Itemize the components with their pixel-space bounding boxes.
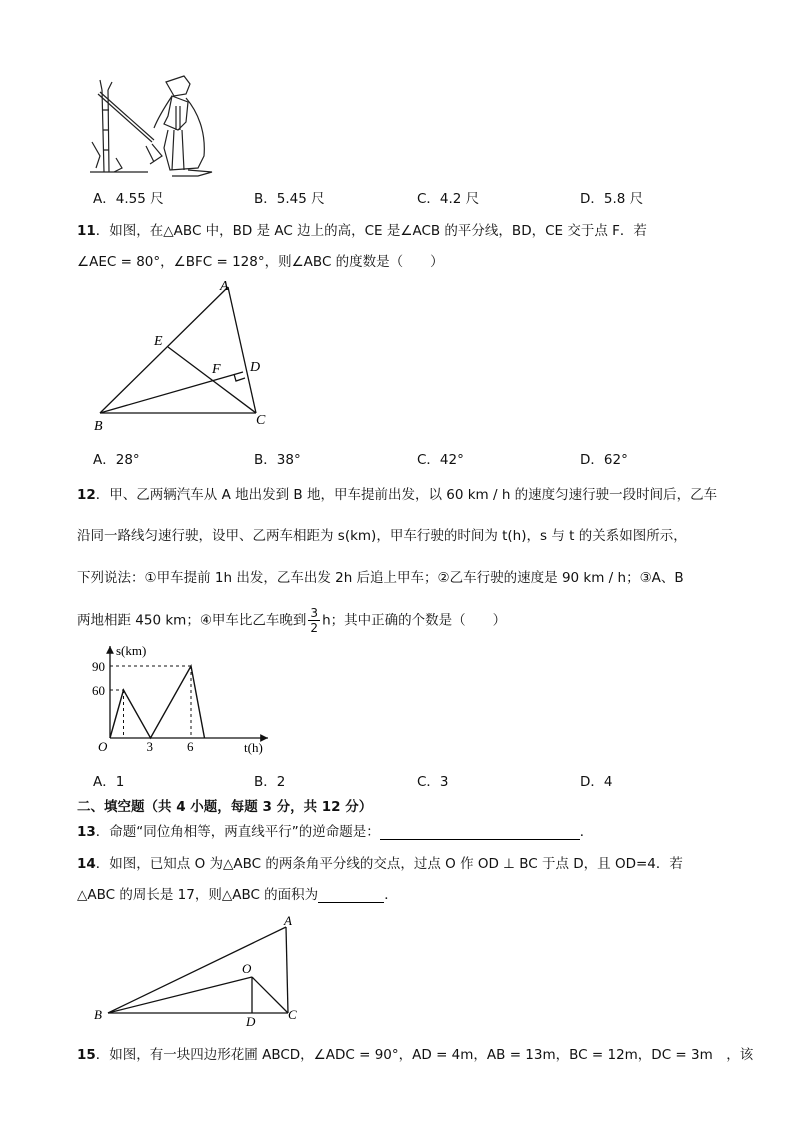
label-e: E [154,334,163,349]
q12-line1 [77,483,717,503]
q13-end: ． [579,824,594,840]
label-b: B [94,1007,102,1022]
label-o: O [242,961,252,976]
q13-number: 13 [77,824,96,840]
q11-line2: ∠AEC = 80°，∠BFC = 128°，则∠ABC 的度数是（ ） [77,254,444,270]
q15-line [77,1043,753,1063]
fraction-denominator: 2 [310,621,319,635]
q12-line3: 下列说法：①甲车提前 1h 出发，乙车出发 2h 后追上甲车；②乙车行驶的速度是 90 km / h；③A、B [77,570,684,586]
q14-line1 [77,852,683,872]
label-c: C [288,1007,297,1022]
segment-oc [252,977,288,1013]
q11-option-d: D．62° [580,452,628,468]
q12-number: 12 [77,487,96,503]
q12-line2: 沿同一路线匀速行驶，设甲、乙两车相距为 s(km)，甲车行驶的时间为 t(h)，s 与 t 的关系如图所示， [77,528,687,544]
x-axis-label: t(h) [244,740,263,755]
q12-option-a: A．1 [93,774,125,790]
label-c: C [256,413,266,428]
q13-answer-blank[interactable] [380,825,580,840]
section2-heading: 二、填空题（共 4 小题，每题 3 分，共 12 分） [77,799,373,815]
q11-option-c: C．42° [417,452,464,468]
side-ac [286,927,288,1013]
q12-line1-text: ．甲、乙两辆汽车从 A 地出发到 B 地，甲车提前出发，以 60 km / h 的速度匀速行驶一段时间后，乙车 [95,487,718,503]
x-tick-label: 6 [187,739,194,754]
q12-line4b: h；其中正确的个数是（ ） [322,612,507,629]
q10-option-b: B．5.45 尺 [254,191,325,207]
q12-option-c: C．3 [417,774,449,790]
segment-bo [108,977,252,1013]
q10-option-d: D．5.8 尺 [580,191,644,207]
q14-triangle-figure [88,910,308,1028]
q12-line4 [77,606,506,635]
q12-option-b: B．2 [254,774,286,790]
series-line [110,666,205,738]
label-a: A [284,913,292,928]
q14-answer-blank[interactable] [318,888,384,903]
q11-triangle-figure [88,275,288,435]
fraction-numerator: 3 [310,606,319,620]
q12-line4a: 两地相距 450 km；④甲车比乙车晚到 [77,612,307,629]
segment-ce [168,347,256,413]
label-b: B [94,419,103,434]
x-tick-label: O [98,739,108,754]
label-d: D [250,360,261,375]
q15-text: ．如图，有一块四边形花圃 ABCD，∠ADC = 90°，AD = 4m，AB = 13m，BC = 12m，DC = 3m ，该 [95,1047,754,1063]
q10-option-a: A．4.55 尺 [93,191,164,207]
y-tick-label: 60 [92,683,105,698]
q13-line [77,820,593,840]
label-f: F [212,362,221,377]
q14-line1-text: ．如图，已知点 O 为△ABC 的两条角平分线的交点，过点 O 作 OD ⊥ BC 于点 D，且 OD=4．若 [95,856,683,872]
label-d: D [246,1014,256,1028]
q12-fraction [308,606,320,635]
bamboo-illustration [88,72,218,178]
q15-number: 15 [77,1047,96,1063]
q11-line1 [77,219,647,239]
right-angle-mark [234,374,245,381]
q13-text: ．命题“同位角相等，两直线平行”的逆命题是： [95,824,380,840]
q14-line2 [77,883,398,903]
label-a: A [220,279,229,294]
side-ac [228,287,256,413]
x-tick-label: 3 [146,739,153,754]
q12-distance-time-chart [88,640,278,760]
q12-option-d: D．4 [580,774,613,790]
q11-option-b: B．38° [254,452,301,468]
y-tick-label: 90 [92,659,105,674]
q14-end: ． [384,887,398,903]
q11-line1-text: ．如图，在△ABC 中，BD 是 AC 边上的高，CE 是∠ACB 的平分线，BD，CE 交于点 F．若 [95,223,647,239]
q10-option-c: C．4.2 尺 [417,191,480,207]
q11-number: 11 [77,223,96,239]
q14-line2-text: △ABC 的周长是 17，则△ABC 的面积为 [77,887,319,903]
side-ab [108,927,286,1013]
y-axis-label: s(km) [116,643,147,658]
q11-option-a: A．28° [93,452,140,468]
q14-number: 14 [77,856,96,872]
